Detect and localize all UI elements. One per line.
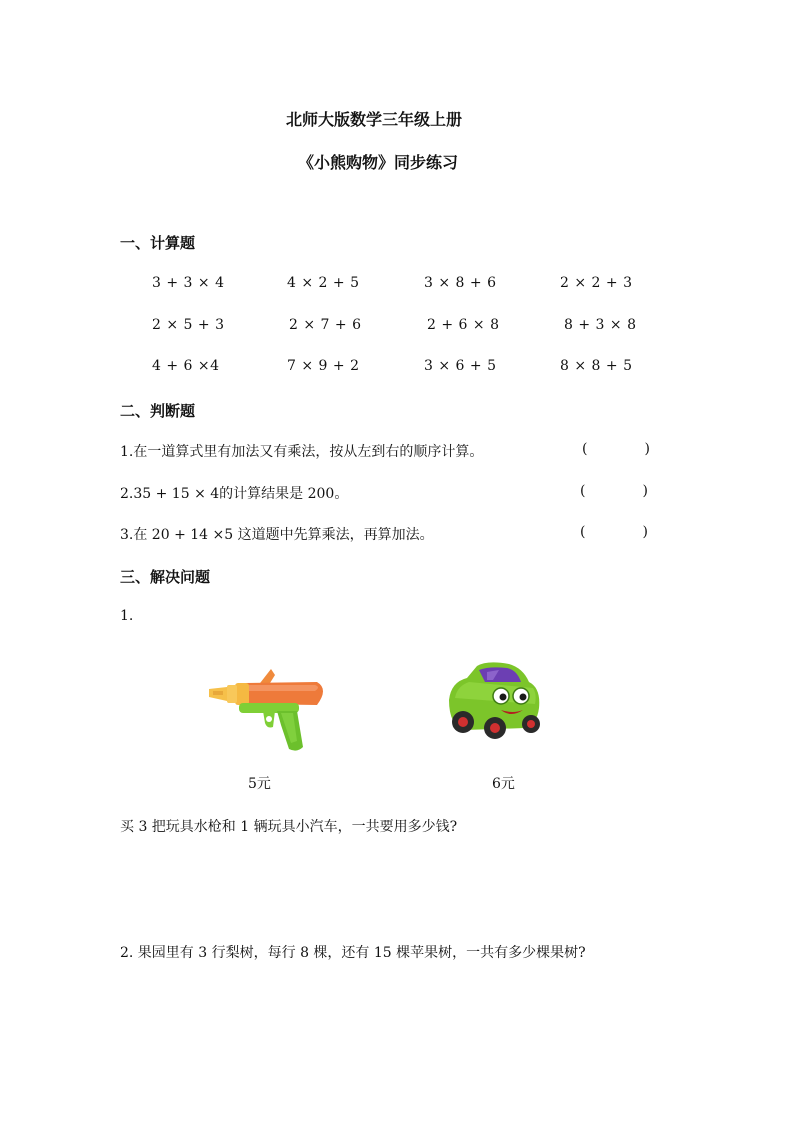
expression: 8 × 8 + 5 (560, 358, 633, 374)
expression: 4 + 6 ×4 (152, 358, 220, 374)
bracket-open: ( (582, 441, 588, 457)
expression: 7 × 9 + 2 (287, 358, 360, 374)
judgement-item: 3.在 20 + 14 ×5 这道题中先算乘法，再算加法。 (120, 527, 434, 543)
bracket-close: ) (642, 524, 648, 540)
page-subtitle: 《小熊购物》同步练习 (298, 153, 459, 172)
question-number: 1. (120, 608, 134, 624)
answer-bracket[interactable] (580, 524, 648, 540)
page-title: 北师大版数学三年级上册 (286, 110, 463, 129)
question-text: 2. 果园里有 3 行梨树，每行 8 棵，还有 15 棵苹果树，一共有多少棵果树? (120, 945, 586, 961)
question-text: 买 3 把玩具水枪和 1 辆玩具小汽车，一共要用多少钱? (120, 819, 458, 835)
judgement-item: 2.35 + 15 × 4的计算结果是 200。 (120, 486, 349, 502)
expression: 4 × 2 + 5 (287, 275, 360, 291)
water-gun-price: 5元 (248, 776, 271, 792)
judgement-item: 1.在一道算式里有加法又有乘法，按从左到右的顺序计算。 (120, 444, 484, 460)
expression: 8 + 3 × 8 (564, 317, 637, 333)
water-gun-icon (205, 665, 330, 755)
toy-car-price: 6元 (492, 776, 515, 792)
section-heading-judgement: 二、判断题 (120, 402, 196, 420)
bracket-open: ( (580, 483, 586, 499)
toy-car-icon (443, 658, 545, 740)
expression: 2 × 7 + 6 (289, 317, 362, 333)
section-heading-calculation: 一、计算题 (120, 234, 196, 252)
expression: 2 × 2 + 3 (560, 275, 633, 291)
expression: 2 × 5 + 3 (152, 317, 225, 333)
answer-bracket[interactable] (582, 441, 650, 457)
section-heading-problem-solving: 三、解决问题 (120, 568, 211, 586)
bracket-close: ) (644, 441, 650, 457)
answer-bracket[interactable] (580, 483, 648, 499)
expression: 3 × 8 + 6 (424, 275, 497, 291)
expression: 3 × 6 + 5 (424, 358, 497, 374)
bracket-open: ( (580, 524, 586, 540)
expression: 2 + 6 × 8 (427, 317, 500, 333)
bracket-close: ) (642, 483, 648, 499)
expression: 3 + 3 × 4 (152, 275, 225, 291)
